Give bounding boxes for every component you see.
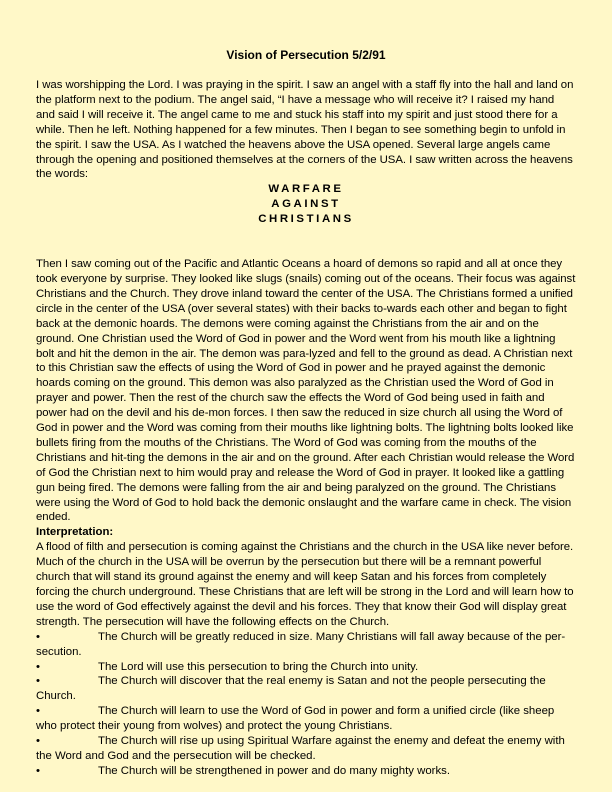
- list-item: [36, 764, 576, 779]
- vision-paragraph-2: Then I saw coming out of the Pacific and Atlantic Oceans a hoard of demons so rapid and all at once they took everyone by surprise. They looked like slugs (snails) coming out of the oceans. Their focus was against Christians and the Church. They drove inland toward the center of the USA. The Christians formed a unified circle in the center of the USA (over several states) with their backs to-wards each other and began to fight back at the demonic hoards. The demons were coming against the Christians from the air and on the ground. One Christian used the Word of God in power and the Word went from his mouth like a lightning bolt and hit the demon in the air. The demon was para-lyzed and fell to the ground as dead. A Christian next to this Christian saw the effects of using the Word of God in power and he prayed against the demonic hoards coming on the ground. This demon was also paralyzed as the Christian used the Word of God in prayer and power. Then the rest of the church saw the effects the Word of God being used in faith and power had on the devil and his de-mon forces. I then saw the reduced in size church all using the Word of God in power and the Word was coming from their mouths like lightning bolts. The lightning bolts looked like bullets firing from the mouths of the Christians. The Word of God was coming from the mouths of the Christians and hit-ting the demons in the air and on the ground. After each Christian would release the Word of God the Christian next to him would pray and release the Word of God in prayer. It looked like a gattling gun being fired. The demons were falling from the air and being paralyzed on the ground. The Christians were using the Word of God to hold back the demonic onslaught and the warfare came in check. The vision ended.: [36, 258, 576, 524]
- bullet-icon: •: [36, 660, 40, 673]
- document-title: Vision of Persecution 5/2/91: [226, 48, 386, 62]
- interpretation-paragraph: A flood of filth and persecution is coming against the Christians and the church in the USA like never before. Much of the church in the USA will be overrun by the persecution but there will be a remnant powerful church that will stand its ground against the enemy and will keep Satan and his forces from completely forcing the church underground. These Christians that are left will be strong in the Lord and will learn how to use the word of God effectively against the devil and his forces. They that know their God will display great strength. The persecution will have the following effects on the Church.: [36, 541, 574, 628]
- list-item-text: The Church will be strengthened in power and do many mighty works.: [98, 764, 451, 777]
- paragraph-spacer: [36, 227, 576, 257]
- list-item-text: The Church will rise up using Spiritual Warfare against the enemy and defeat the enemy with the Word and God and the persecution will be checked.: [36, 735, 565, 762]
- vision-paragraph-1: I was worshipping the Lord. I was praying in the spirit. I saw an angel with a staff fly into the hall and land on the platform next to the podium. The angel said, “I have a message who will receive it? I raised my hand and said I will receive it. The angel came to me and stuck his staff into my spirit and just stood there for a while. Then he left. Nothing happened for a few minutes. Then I began to see something begin to unfold in the spirit. I saw the USA. As I watched the heavens above the USA opened. Several large angels came through the opening and positioned themselves at the corners of the USA. I saw written across the heavens the words:: [36, 79, 574, 181]
- interpretation-heading: Interpretation:: [36, 526, 114, 539]
- list-item-text: The Church will learn to use the Word of God in power and form a unified circle (like sheep who protect their young from wolves) and protect the young Christians.: [36, 705, 555, 733]
- list-item: [36, 734, 576, 764]
- banner-line-warfare: WARFARE: [268, 183, 344, 196]
- list-item: [36, 660, 576, 675]
- heavens-banner: [36, 182, 576, 227]
- effects-list: [36, 630, 576, 779]
- list-item-text: The Church will discover that the real enemy is Satan and not the people persecuting the Church.: [36, 675, 546, 703]
- bullet-icon: •: [36, 630, 40, 643]
- banner-line-christians: CHRISTIANS: [258, 213, 354, 226]
- list-item-text: The Church will be greatly reduced in size. Many Christians will fall away because of the per-secution.: [36, 630, 566, 658]
- bullet-icon: •: [36, 764, 40, 777]
- banner-line-against: AGAINST: [271, 198, 341, 211]
- list-item-text: The Lord will use this persecution to bring the Church into unity.: [98, 660, 419, 673]
- bullet-icon: •: [36, 735, 40, 748]
- list-item: [36, 704, 576, 734]
- bullet-icon: •: [36, 705, 40, 718]
- list-item: [36, 674, 576, 704]
- list-item: [36, 630, 576, 660]
- bullet-icon: •: [36, 675, 40, 688]
